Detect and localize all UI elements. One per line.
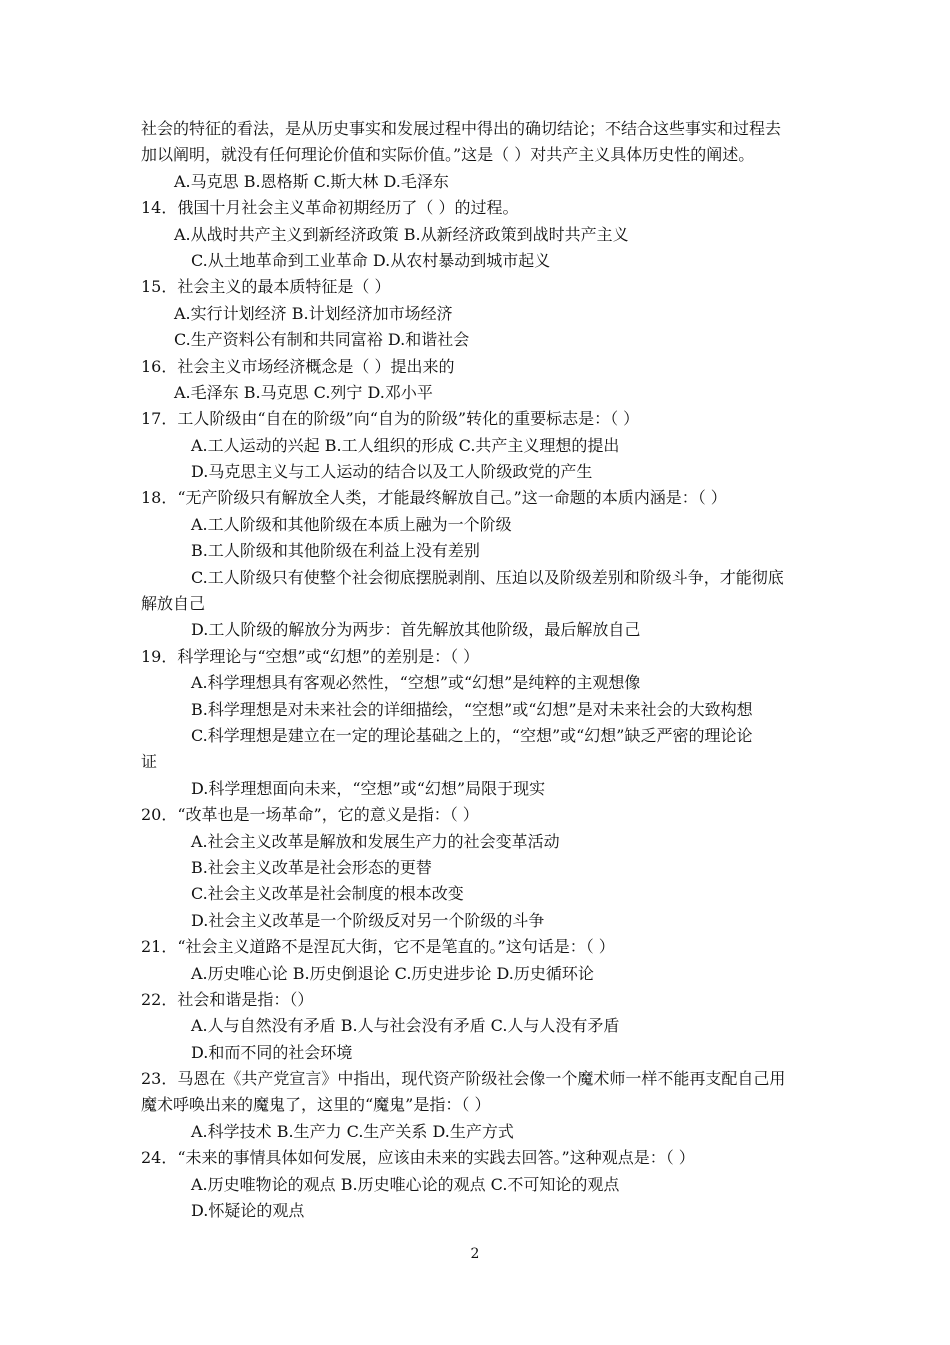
answer-options: D.怀疑论的观点 [191, 1201, 305, 1221]
question-line: 24．“未来的事情具体如何发展，应该由未来的实践去回答。”这种观点是：（ ） [141, 1148, 695, 1168]
answer-options: D.马克思主义与工人运动的结合以及工人阶级政党的产生 [191, 462, 593, 482]
question-line: 20．“改革也是一场革命”，它的意义是指：（ ） [141, 805, 479, 825]
question-line: 19．科学理论与“空想”或“幻想”的差别是：（ ） [141, 646, 480, 666]
page-body [141, 116, 813, 1224]
answer-options: D.工人阶级的解放分为两步：首先解放其他阶级，最后解放自己 [191, 620, 641, 640]
answer-options: B.工人阶级和其他阶级在利益上没有差别 [191, 541, 480, 561]
question-line: 16．社会主义市场经济概念是（ ）提出来的 [141, 356, 455, 376]
answer-options: A.从战时共产主义到新经济政策 B.从新经济政策到战时共产主义 [174, 224, 629, 244]
answer-options: A.毛泽东 B.马克思 C.列宁 D.邓小平 [174, 382, 433, 402]
answer-options: A.历史唯心论 B.历史倒退论 C.历史进步论 D.历史循环论 [191, 963, 594, 983]
answer-options: C.工人阶级只有使整个社会彻底摆脱剥削、压迫以及阶级差别和阶级斗争，才能彻底 [191, 567, 784, 587]
answer-options: D.和而不同的社会环境 [191, 1042, 353, 1062]
page-number: 2 [470, 1246, 480, 1262]
text-line: 加以阐明，就没有任何理论价值和实际价值。”这是（ ）对共产主义具体历史性的阐述。 [141, 145, 755, 165]
text-line: 证 [141, 752, 158, 772]
question-line: 14．俄国十月社会主义革命初期经历了（ ）的过程。 [141, 198, 519, 218]
answer-options: B.社会主义改革是社会形态的更替 [191, 857, 432, 877]
question-line: 18．“无产阶级只有解放全人类，才能最终解放自己。”这一命题的本质内涵是：（ ） [141, 488, 727, 508]
question-line: 17．工人阶级由“自在的阶级”向“自为的阶级”转化的重要标志是：（ ） [141, 409, 640, 429]
answer-options: A.科学技术 B.生产力 C.生产关系 D.生产方式 [191, 1121, 514, 1141]
text-line: 解放自己 [141, 594, 206, 614]
answer-options: A.实行计划经济 B.计划经济加市场经济 [174, 303, 453, 323]
answer-options: A.工人阶级和其他阶级在本质上融为一个阶级 [191, 514, 512, 534]
question-line: 22．社会和谐是指：（） [141, 989, 314, 1009]
text-line: 魔术呼唤出来的魔鬼了，这里的“魔鬼”是指：（ ） [141, 1095, 491, 1115]
answer-options: A.马克思 B.恩格斯 C.斯大林 D.毛泽东 [174, 171, 449, 191]
question-line: 21．“社会主义道路不是涅瓦大街，它不是笔直的。”这句话是：（ ） [141, 937, 615, 957]
answer-options: C.从土地革命到工业革命 D.从农村暴动到城市起义 [191, 250, 551, 270]
answer-options: A.科学理想具有客观必然性，“空想”或“幻想”是纯粹的主观想像 [191, 673, 641, 693]
answer-options: C.科学理想是建立在一定的理论基础之上的，“空想”或“幻想”缺乏严密的理论论 [191, 725, 753, 745]
question-line: 15．社会主义的最本质特征是（ ） [141, 277, 391, 297]
answer-options: D.科学理想面向未来，“空想”或“幻想”局限于现实 [191, 778, 546, 798]
answer-options: C.社会主义改革是社会制度的根本改变 [191, 884, 464, 904]
text-line: 社会的特征的看法，是从历史事实和发展过程中得出的确切结论；不结合这些事实和过程去 [141, 119, 782, 138]
answer-options: A.工人运动的兴起 B.工人组织的形成 C.共产主义理想的提出 [191, 435, 620, 455]
answer-options: B.科学理想是对未来社会的详细描绘，“空想”或“幻想”是对未来社会的大致构想 [191, 699, 753, 719]
answer-options: A.社会主义改革是解放和发展生产力的社会变革活动 [191, 831, 560, 851]
answer-options: A.人与自然没有矛盾 B.人与社会没有矛盾 C.人与人没有矛盾 [191, 1016, 620, 1036]
answer-options: D.社会主义改革是一个阶级反对另一个阶级的斗争 [191, 910, 545, 930]
answer-options: A.历史唯物论的观点 B.历史唯心论的观点 C.不可知论的观点 [191, 1174, 620, 1194]
question-line: 23．马恩在《共产党宣言》中指出，现代资产阶级社会像一个魔术师一样不能再支配自己用 [141, 1069, 786, 1089]
answer-options: C.生产资料公有制和共同富裕 D.和谐社会 [174, 330, 470, 350]
